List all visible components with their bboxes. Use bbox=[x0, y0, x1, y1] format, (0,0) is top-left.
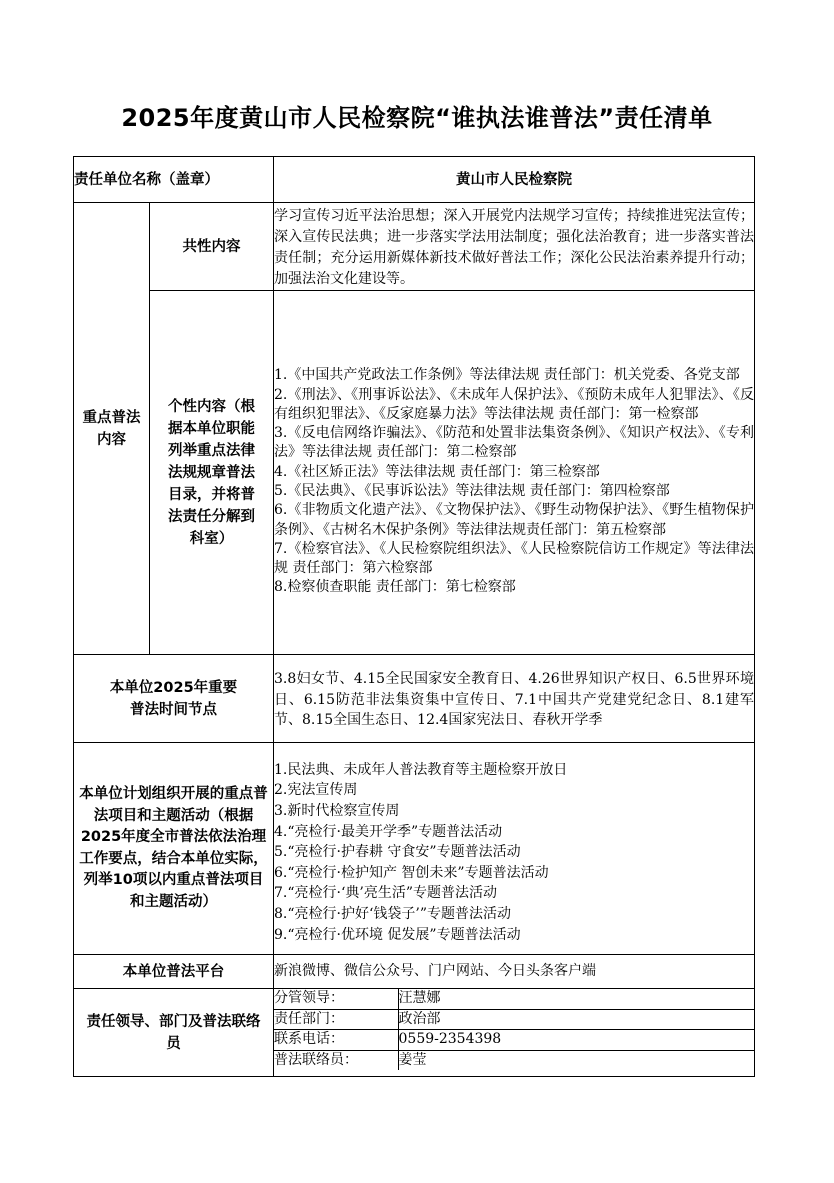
list-item: 8.检察侦查职能 责任部门：第七检察部 bbox=[274, 579, 516, 596]
list-item: 1.《中国共产党政法工作条例》等法律法规 责任部门：机关党委、各党支部 bbox=[274, 367, 740, 384]
contact-key: 普法联络员： bbox=[274, 1050, 398, 1070]
dates-text: 3.8妇女节、4.15全民国家安全教育日、4.26世界知识产权日、6.5世界环境日、6.15防范非法集资集中宣传日、7.1中国共产党建党纪念日、8.1建军节、8.15全国生态日、12.4国家宪法日、春秋开学季 bbox=[274, 655, 755, 743]
common-content-text: 学习宣传习近平法治思想；深入开展党内法规学习宣传；持续推进宪法宣传；深入宣传民法典；进一步落实学法用法制度；强化法治教育；进一步落实普法责任制；充分运用新媒体新技术做好普法工作；深化公民法治素养提升行动；加强法治文化建设等。 bbox=[274, 203, 755, 291]
list-item: 2.《刑法》、《刑事诉讼法》、《未成年人保护法》、《预防未成年人犯罪法》、《反有组织犯罪法》、《反家庭暴力法》等法律法规 责任部门：第一检察部 bbox=[274, 386, 754, 422]
table-row bbox=[274, 1030, 754, 1051]
contact-key: 责任部门： bbox=[274, 1009, 398, 1030]
contacts-table bbox=[274, 989, 754, 1070]
responsibility-table bbox=[73, 156, 755, 1077]
individual-content-row bbox=[74, 291, 755, 655]
platform-text: 新浪微博、微信公众号、门户网站、今日头条客户端 bbox=[274, 955, 755, 989]
contact-value: 政治部 bbox=[398, 1009, 754, 1030]
list-item: 3.新时代检察宣传周 bbox=[274, 803, 400, 820]
individual-content-list bbox=[274, 291, 755, 655]
key-content-label bbox=[74, 203, 150, 655]
contacts-cell bbox=[274, 989, 755, 1077]
activities-row bbox=[74, 743, 755, 955]
unit-row bbox=[74, 157, 755, 203]
list-item: 6.“亮检行·检护知产 智创未来”专题普法活动 bbox=[274, 864, 549, 881]
list-item: 4.“亮检行·最美开学季”专题普法活动 bbox=[274, 823, 503, 840]
platform-row bbox=[74, 955, 755, 989]
dates-label-line2: 普法时间节点 bbox=[130, 701, 217, 718]
contact-value: 姜莹 bbox=[398, 1050, 754, 1070]
list-item: 5.《民法典》、《民事诉讼法》等法律法规 责任部门：第四检察部 bbox=[274, 483, 670, 499]
contact-value: 0559-2354398 bbox=[398, 1030, 754, 1051]
dates-label bbox=[74, 655, 274, 743]
platform-label: 本单位普法平台 bbox=[74, 955, 274, 989]
unit-label: 责任单位名称（盖章） bbox=[74, 157, 274, 203]
contact-value: 汪慧娜 bbox=[398, 989, 754, 1009]
list-item: 2.宪法宣传周 bbox=[274, 782, 358, 799]
document-title: 2025年度黄山市人民检察院“谁执法谁普法”责任清单 bbox=[121, 104, 713, 132]
list-item: 5.“亮检行·护春耕 守食安”专题普法活动 bbox=[274, 844, 521, 861]
list-item: 3.《反电信网络诈骗法》、《防范和处置非法集资条例》、《知识产权法》、《专利法》等法律法规 责任部门：第二检察部 bbox=[274, 425, 754, 461]
list-item: 1.民法典、未成年人普法教育等主题检察开放日 bbox=[274, 761, 568, 778]
dates-row bbox=[74, 655, 755, 743]
list-item: 4.《社区矫正法》等法律法规 责任部门：第三检察部 bbox=[274, 463, 600, 480]
table-row bbox=[274, 989, 754, 1009]
dates-label-line1: 本单位2025年重要 bbox=[109, 679, 238, 696]
table-row bbox=[274, 1050, 754, 1070]
contacts-row bbox=[74, 989, 755, 1077]
individual-content-label-text: 个性内容（根据本单位职能列举重点法律法规规章普法目录，并将普法责任分解到科室） bbox=[168, 398, 255, 547]
list-item: 9.“亮检行·优环境 促发展”专题普法活动 bbox=[274, 926, 521, 943]
common-content-label: 共性内容 bbox=[150, 203, 274, 291]
contact-key: 联系电话： bbox=[274, 1030, 398, 1051]
list-item: 6.《非物质文化遗产法》、《文物保护法》、《野生动物保护法》、《野生植物保护条例》、《古树名木保护条例》等法律法规责任部门：第五检察部 bbox=[274, 502, 754, 538]
key-content-label-text: 重点普法内容 bbox=[82, 409, 141, 448]
contacts-label: 责任领导、部门及普法联络员 bbox=[74, 989, 274, 1077]
contact-key: 分管领导： bbox=[274, 989, 398, 1009]
unit-name: 黄山市人民检察院 bbox=[274, 157, 755, 203]
list-item: 7.《检察官法》、《人民检察院组织法》、《人民检察院信访工作规定》等法律法规 责任部门：第六检察部 bbox=[274, 540, 754, 577]
individual-content-label bbox=[150, 291, 274, 655]
activities-list bbox=[274, 743, 755, 955]
common-content-row bbox=[74, 203, 755, 291]
table-row bbox=[274, 1009, 754, 1030]
list-item: 7.“亮检行·‘典’亮生活”专题普法活动 bbox=[274, 885, 498, 902]
list-item: 8.“亮检行·护好‘钱袋子’”专题普法活动 bbox=[274, 905, 512, 922]
activities-label: 本单位计划组织开展的重点普法项目和主题活动（根据2025年度全市普法依法治理工作要点，结合本单位实际，列举10项以内重点普法项目和主题活动） bbox=[74, 743, 274, 955]
